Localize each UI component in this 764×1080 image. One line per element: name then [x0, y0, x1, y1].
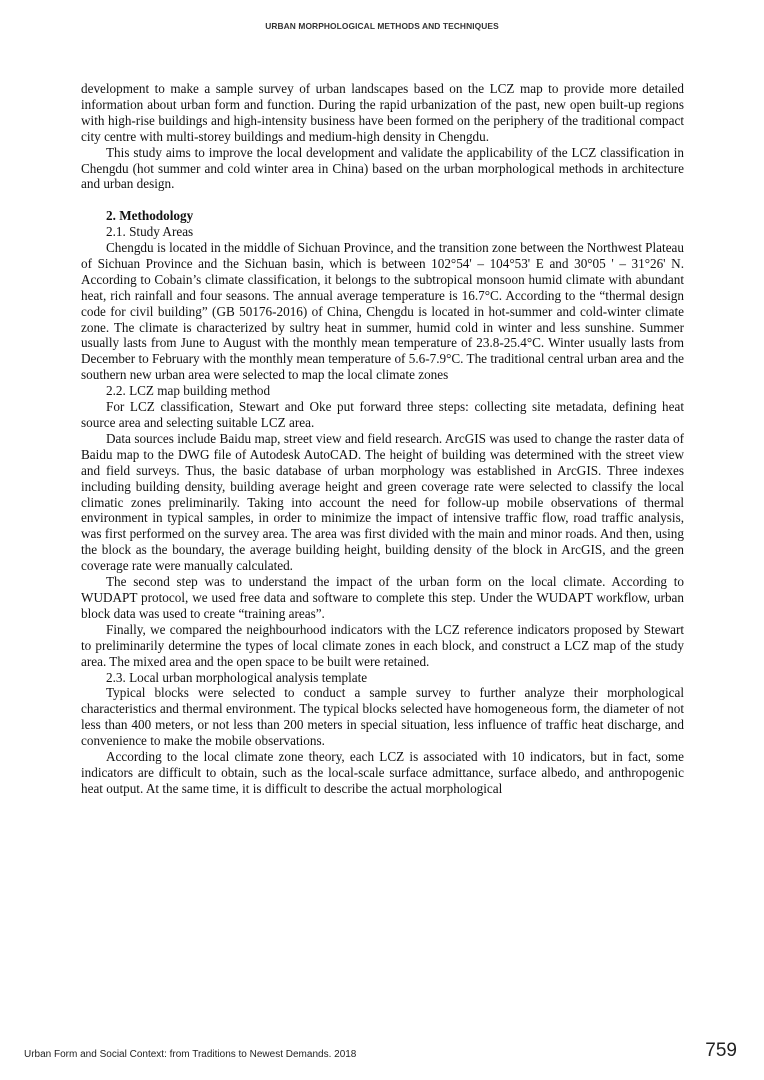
page-number: 759 [705, 1040, 737, 1061]
paragraph-second-step: The second step was to understand the impact of the urban form on the local climate. According to WUDAPT protocol, we used free data and software to complete this step. Under the WUDAPT workflow, urban block data was used to create “training areas”. [81, 574, 684, 621]
paragraph-final-step: Finally, we compared the neighbourhood indicators with the LCZ reference indicators proposed by Stewart to preliminarily determine the types of local climate zones in each block, and construct a LCZ map of the study area. The mixed area and the open space to be built were retained. [81, 621, 684, 669]
paragraph-data-sources: Data sources include Baidu map, street view and field research. ArcGIS was used to change the raster data of Baidu map to the DWG file of Autodesk AutoCAD. The height of building was determined with the street view and field surveys. Thus, the basic database of urban morphology was established in ArcGIS. Three indexes including building density, building average height and green coverage rate were selected to classify the local climatic zones preliminarily. Taking into account the need for follow-up mobile observations of thermal environment in typical samples, in order to minimize the impact of intensive traffic flow, road traffic analysis, was first performed on the survey area. The area was first divided with the main and minor roads. And then, using the block as the boundary, the average building height, building density of the block in ArcGIS, and the green coverage rate were manually calculated. [81, 430, 684, 574]
subsection-heading-template: 2.3. Local urban morphological analysis template [106, 669, 368, 685]
paragraph-lcz-steps: For LCZ classification, Stewart and Oke put forward three steps: collecting site metadata, defining heat source area and selecting suitable LCZ area. [81, 399, 684, 431]
paragraph-lcz-indicators: According to the local climate zone theory, each LCZ is associated with 10 indicators, but in fact, some indicators are difficult to obtain, such as the local-scale surface admittance, surface albedo, and anthropogenic heat output. At the same time, it is difficult to describe the actual morphological [81, 749, 684, 796]
section-heading-methodology: 2. Methodology [106, 208, 194, 224]
paragraph-continuation: development to make a sample survey of urban landscapes based on the LCZ map to provide more detailed information about urban form and function. During the rapid urbanization of the past, new open built-up regions with high-rise buildings and high-intensity business have been formed on the periphery of the traditional compact city centre with multi-storey buildings and medium-high density in Chengdu. [81, 81, 684, 144]
paragraph-typical-blocks: Typical blocks were selected to conduct a sample survey to further analyze their morphological characteristics and thermal environment. The typical blocks selected have homogeneous form, the diameter of not less than 400 meters, or not less than 200 meters in special situation, less influence of traffic heat discharge, and convenience to make the mobile observations. [81, 685, 684, 749]
subsection-heading-study-areas: 2.1. Study Areas [106, 224, 194, 240]
running-head: URBAN MORPHOLOGICAL METHODS AND TECHNIQUES [265, 21, 499, 31]
paragraph-study-aim: This study aims to improve the local development and validate the applicability of the LCZ classification in Chengdu (hot summer and cold winter area in China) based on the urban morphological methods in architecture and urban design. [81, 144, 684, 192]
paragraph-study-areas: Chengdu is located in the middle of Sichuan Province, and the transition zone between the Northwest Plateau of Sichuan Province and the Sichuan basin, which is between 102°54' – 104°53' E and 30°05 ' – 31°26' N. According to Cobain’s climate classification, it belongs to the subtropical monsoon humid climate with abundant heat, rich rainfall and four seasons. The annual average temperature is 16.7°C. According to the “thermal design code for civil building” (GB 50176-2016) of China, Chengdu is located in hot-summer and cold-winter climate zone. The climate is characterized by sultry heat in summer, humid cold in winter and less sunshine. Summer usually lasts from June to August with the monthly mean temperature of 23.8-25.4°C. Winter usually lasts from December to February with the monthly mean temperature of 5.6-7.9°C. The traditional central urban area and the southern new urban area were selected to map the local climate zones [81, 240, 685, 383]
page-body [81, 81, 684, 797]
footer-source: Urban Form and Social Context: from Traditions to Newest Demands. 2018 [24, 1049, 357, 1060]
paragraph-spacer [81, 192, 684, 208]
subsection-heading-lcz-map: 2.2. LCZ map building method [106, 383, 271, 399]
